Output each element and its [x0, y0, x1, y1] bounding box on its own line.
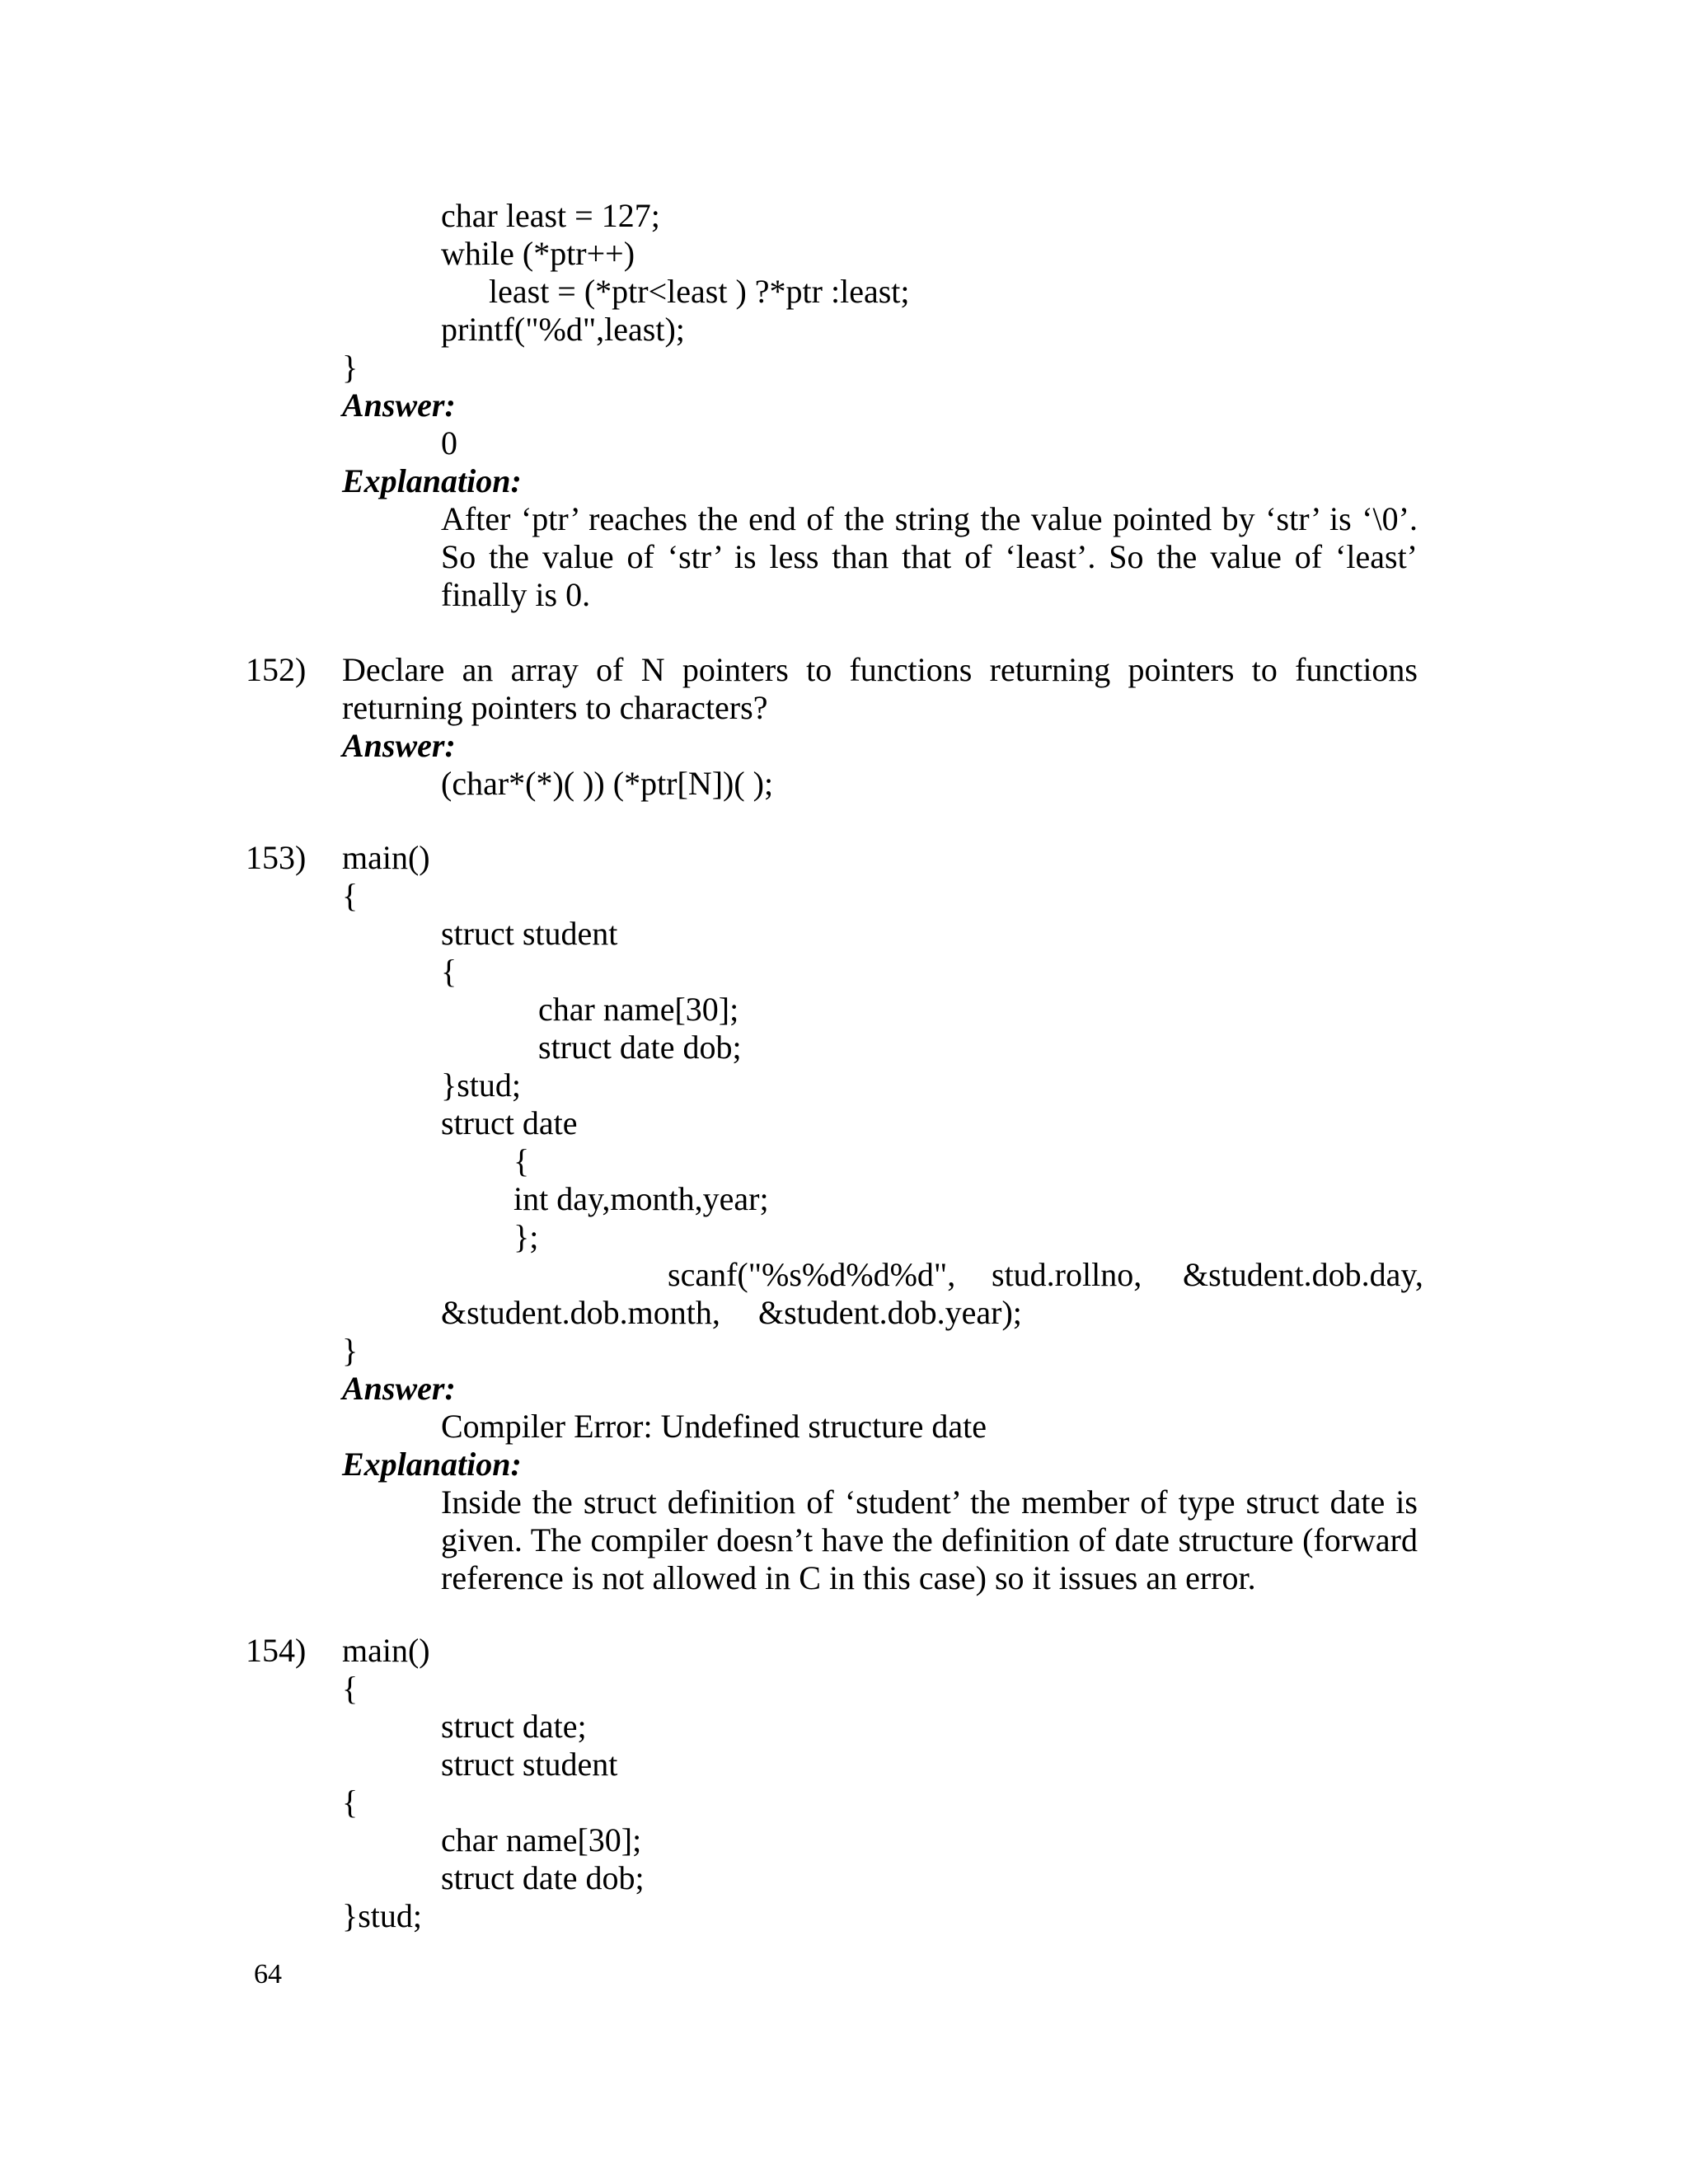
code-line: { — [441, 953, 457, 990]
code-line: struct date; — [441, 1708, 587, 1745]
code-line: struct student — [441, 915, 618, 952]
code-line: { — [342, 877, 359, 914]
code-line: }stud; — [441, 1066, 521, 1104]
code-line: struct date dob; — [441, 1859, 645, 1896]
explanation-heading: Explanation: — [342, 462, 522, 499]
question-number: 153) — [246, 839, 307, 876]
explanation-text: Inside the struct definition of ‘student’ the member of type struct date is given. The compiler doesn’t have the definition of date structure (forward reference is not allowed in C in this case) so it issues an error. — [441, 1483, 1418, 1596]
code-line: stud.rollno, — [992, 1256, 1142, 1293]
code-line: } — [342, 349, 359, 386]
code-line: { — [342, 1670, 359, 1707]
code-line: char name[30]; — [441, 1821, 642, 1858]
explanation-text: After ‘ptr’ reaches the end of the string the value pointed by ‘str’ is ‘\0’. So the value of ‘str’ is less than that of ‘least’. So the value of ‘least’ finally is 0. — [441, 500, 1418, 613]
code-line: { — [513, 1142, 530, 1179]
code-line: }stud; — [342, 1897, 422, 1934]
code-line: printf("%d",least); — [441, 311, 685, 348]
answer-heading: Answer: — [342, 727, 456, 764]
page-number: 64 — [254, 1959, 282, 1990]
code-line: struct date — [441, 1104, 578, 1141]
code-line: &student.dob.year); — [758, 1294, 1022, 1331]
answer-text: 0 — [441, 424, 457, 462]
code-line: least = (*ptr<least ) ?*ptr :least; — [489, 273, 910, 310]
code-line: }; — [513, 1218, 539, 1255]
code-line: char least = 127; — [441, 197, 660, 234]
question-text: Declare an array of N pointers to functions returning pointers to functions returning pointers to characters? — [342, 651, 1418, 726]
answer-text: Compiler Error: Undefined structure date — [441, 1408, 987, 1445]
question-number: 152) — [246, 651, 307, 688]
code-line: &student.dob.month, — [441, 1294, 720, 1331]
explanation-heading: Explanation: — [342, 1446, 522, 1483]
code-line: { — [342, 1783, 359, 1821]
code-line: while (*ptr++) — [441, 235, 635, 272]
code-line: char name[30]; — [538, 991, 739, 1028]
code-line: main() — [342, 1632, 430, 1669]
code-line: int day,month,year; — [513, 1180, 769, 1217]
answer-text: (char*(*)( )) (*ptr[N])( ); — [441, 765, 774, 802]
code-line: scanf("%s%d%d%d", — [668, 1256, 956, 1293]
code-line: struct date dob; — [538, 1029, 742, 1066]
code-line: struct student — [441, 1746, 618, 1783]
code-line: } — [342, 1332, 359, 1369]
code-line: &student.dob.day, — [1183, 1256, 1423, 1293]
answer-heading: Answer: — [342, 1370, 456, 1407]
code-line: main() — [342, 839, 430, 876]
answer-heading: Answer: — [342, 387, 456, 424]
question-number: 154) — [246, 1632, 307, 1669]
